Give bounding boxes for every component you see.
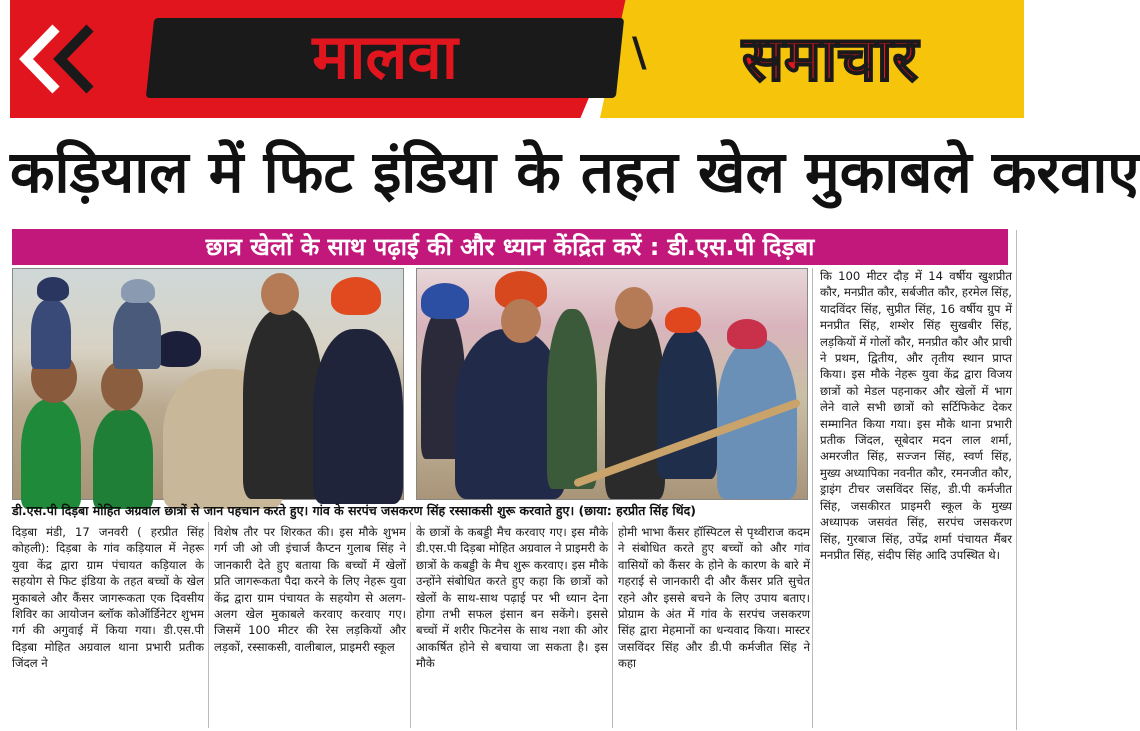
article-column-2: विशेष तौर पर शिरकत की। इस मौके शुभम गर्ग जी ओ जी इंचार्ज कैप्टन गुलाब सिंह ने जानकारी देते हुए बताया कि बच्चों में खेलों प्रति जागरूकता पैदा करने के लिए नेहरू युवा केंद्र द्वारा ग्राम पंचायत के सहयोग से अलग-अलग खेल मुकाबले करवाए करवाए गए। जिसमें 100 मीटर की रेस लड़कियों और लड़कों, रस्साकसी, वालीबाल, प्राइमरी स्कूल	[214, 525, 406, 654]
photo-caption: डी.एस.पी दिड़बा मोहित अग्रवाल छात्रों से जान पहचान करते हुए। गांव के सरपंच जसकरण सिंह रस्साकसी शुरू करवाते हुए। (छाया: हरप्रीत सिंह थिंद)	[12, 503, 696, 518]
masthead	[0, 0, 1024, 118]
column-divider	[812, 268, 813, 728]
news-photo-tug-of-war	[416, 268, 808, 500]
masthead-title-right-block	[660, 20, 1000, 98]
masthead-title-block	[146, 18, 624, 98]
article-column-3: के छात्रों के कबड्डी मैच करवाए गए। इस मौके डी.एस.पी दिड़बा मोहित अग्रवाल ने प्राइमरी के छात्रों के कबड्डी के मैच शुरू करवाए। इस मौके उन्होंने संबोधित करते हुए कहा कि छात्रों को खेलों के साथ-साथ पढ़ाई पर भी ध्यान देना होगा तभी सफल इंसान बन सकेंगे। इससे बच्चों में शरीर फिटनेस के साथ नशा की ओर आकर्षित होने से बचाया जा सकता है। इस मौके	[416, 525, 608, 671]
headline: कड़ियाल में फिट इंडिया के तहत खेल मुकाबले करवाए	[10, 138, 1140, 206]
article-column-4: होमी भाभा कैंसर हॉस्पिटल से पृथ्वीराज कदम ने संबोधित करते हुए बच्चों को और गांव वासियों को कैंसर के होने के कारण के बारे में गहराई से जानकारी दी और कैंसर प्रति सुचेत रहने और इससे बचने के लिए उपाय बताए। प्रोग्राम के अंत में गांव के सरपंच जसकरण सिंह द्वारा मेहमानों का धन्यवाद किया। मास्टर जसविंदर सिंह और डी.पी कर्मजीत सिंह ने कहा	[618, 525, 810, 671]
article-column-5: कि 100 मीटर दौड़ में 14 वर्षीय खुशप्रीत कौर, मनप्रीत कौर, सर्बजीत कौर, हरमेल सिंह, यादविंदर सिंह, सुप्रीत सिंह, 16 वर्षीय ग्रुप में मनप्रीत सिंह, शम्शेर सिंह सुखबीर सिंह, लड़कियों में गोलों कौर, मनप्रीत कौर और प्राची ने प्रथम, द्वितीय, और तृतीय स्थान प्राप्त किया। इस मौके नेहरू युवा केंद्र द्वारा विजय छात्रों को मेडल पहनाकर और खेलों में भाग लेने वाले सभी छात्रों को सर्टिफिकेट देकर सम्मानित किया गया। इस मौके थाना प्रभारी प्रतीक जिंदल, सूबेदार मदन लाल शर्मा, अमरजीत सिंह, सज्जन सिंह, स्वर्ण सिंह, मुख्य अध्यापिका नवनीत कौर, रमनजीत कौर, ड्राइंग टीचर जसविंदर सिंह, डी.पी कर्मजीत सिंह, जसकीरत प्राइमरी स्कूल के मुख्य अध्यापक जसवंत सिंह, सरपंच जसकरण सिंह, गुरबाज सिंह, उपेंद्र शर्मा पंचायत मैंबर मनप्रीत सिंह, संदीप सिंह आदि उपस्थित थे।	[820, 269, 1012, 562]
news-photo-dsp-with-students	[12, 268, 404, 500]
masthead-title-left: मालवा	[312, 20, 458, 93]
column-divider	[410, 522, 411, 728]
column-divider	[208, 522, 209, 728]
page-edge-rule	[1016, 230, 1017, 730]
subheadline: छात्र खेलों के साथ पढ़ाई की और ध्यान केंद्रित करें : डी.एस.पी दिड़बा	[12, 229, 1008, 265]
masthead-title-right: समाचार	[742, 22, 918, 95]
column-divider	[612, 522, 613, 728]
masthead-divider-mark: \	[632, 30, 647, 76]
double-chevron-left-icon	[18, 22, 98, 96]
article-column-1: दिड़बा मंडी, 17 जनवरी ( हरप्रीत सिंह कोहली): दिड़बा के गांव कड़ियाल में नेहरू युवा केंद्र द्वारा ग्राम पंचायत कड़ियाल के सहयोग से फिट इंडिया के तहत बच्चों के खेल मुकाबले और कैंसर जागरूकता एक दिवसीय शिविर का आयोजन ब्लॉक कोऑर्डिनेटर शुभम गर्ग की अगुवाई में किया गया। डी.एस.पी दिड़बा मोहित अग्रवाल थाना प्रभारी प्रतीक जिंदल ने	[12, 525, 204, 671]
